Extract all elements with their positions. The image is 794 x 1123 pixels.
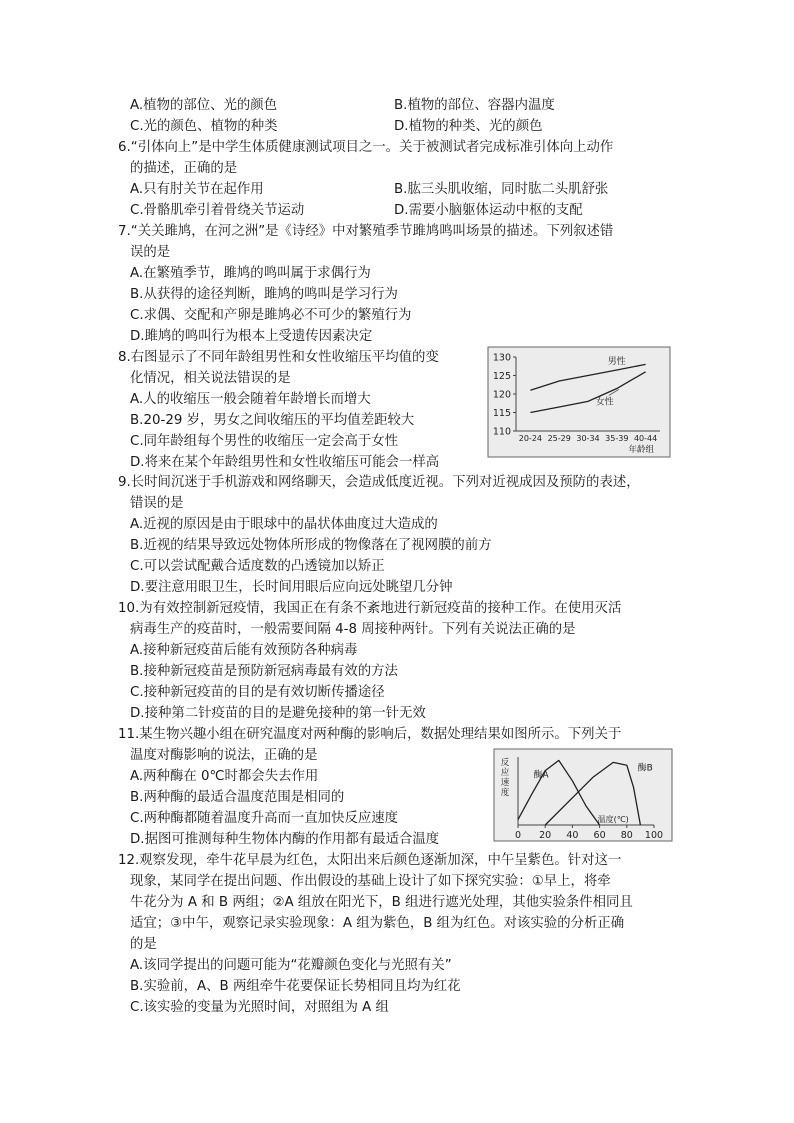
q6-stem-line-2: 的描述，正确的是: [130, 161, 238, 176]
q6-option-d: D.需要小脑躯体运动中枢的支配: [394, 203, 583, 218]
q10-option-c: C.接种新冠疫苗的目的是有效切断传播途径: [130, 685, 385, 700]
x-tick-label: 80: [620, 830, 633, 841]
x-tick-label: 100: [644, 830, 664, 841]
x-tick-label: 20-24: [518, 434, 543, 443]
q7-option-a: A.在繁殖季节，雎鸠的鸣叫属于求偶行为: [130, 266, 371, 281]
q9-option-a: A.近视的原因是由于眼球中的晶状体曲度过大造成的: [130, 517, 438, 532]
q11-option-c: C.两种酶都随着温度升高而一直加快反应速度: [130, 811, 399, 826]
q5-option-c: C.光的颜色、植物的种类: [130, 119, 278, 134]
q6-stem-line-1: 6.“引体向上”是中学生体质健康测试项目之一。关于被测试者完成标准引体向上动作: [118, 140, 614, 155]
x-tick-label: 60: [593, 830, 606, 841]
q7-option-b: B.从获得的途径判断，雎鸠的鸣叫是学习行为: [130, 287, 398, 302]
q6-option-a: A.只有肘关节在起作用: [130, 182, 264, 197]
q6-option-c: C.骨骼肌牵引着骨绕关节运动: [130, 203, 305, 218]
y-tick-label: 110: [492, 426, 511, 438]
q10-option-d: D.接种第二针疫苗的目的是避免接种的第一针无效: [130, 706, 426, 721]
q8-option-a: A.人的收缩压一般会随着年龄增长而增大: [130, 392, 371, 407]
q11-option-a: A.两种酶在 0℃时都会失去作用: [130, 769, 319, 784]
q7-stem-line-1: 7.“关关雎鸠，在河之洲”是《诗经》中对繁殖季节雎鸠鸣叫场景的描述。下列叙述错: [118, 224, 614, 239]
x-tick-label: 30-34: [576, 434, 600, 443]
q5-option-d: D.植物的种类、光的颜色: [394, 119, 543, 134]
q7-option-d: D.雎鸠的鸣叫行为根本上受遗传因素决定: [130, 329, 373, 344]
q5-option-b: B.植物的部位、容器内温度: [394, 98, 555, 113]
q5-option-a: A.植物的部位、光的颜色: [130, 98, 278, 113]
x-tick-label: 35-39: [605, 434, 629, 443]
x-tick-label: 25-29: [547, 434, 571, 443]
x-axis-label: 年龄组: [628, 445, 654, 455]
q10-option-b: B.接种新冠疫苗是预防新冠病毒最有效的方法: [130, 664, 398, 679]
y-axis-label-char: 应: [500, 768, 510, 778]
y-tick-label: 120: [492, 389, 511, 401]
q9-option-d: D.要注意用眼卫生，长时间用眼后应向远处眺望几分钟: [130, 580, 453, 595]
y-tick-label: 125: [492, 371, 511, 382]
q9-option-b: B.近视的结果导致远处物体所形成的物像落在了视网膜的前方: [130, 538, 492, 553]
q10-stem-line-2: 病毒生产的疫苗时，一般需要间隔 4-8 周接种两针。下列有关说法正确的是: [130, 622, 576, 637]
legend-enzyme-a: 酶A: [533, 770, 549, 781]
q8-stem-line-1: 8.右图显示了不同年龄组男性和女性收缩压平均值的变: [118, 350, 439, 365]
q12-stem-line-2: 现象，某同学在提出问题、作出假设的基础上设计了如下探究实验：①早上，将牵: [130, 874, 611, 889]
q8-option-d: D.将来在某个年龄组男性和女性收缩压可能会一样高: [130, 455, 440, 470]
q12-stem-line-5: 的是: [130, 937, 157, 952]
x-tick-label: 0: [514, 830, 522, 841]
y-tick-label: 130: [492, 352, 511, 364]
q12-stem-line-4: 适宜；③中午，观察记录实验现象：A 组为紫色，B 组为红色。对该实验的分析正确: [130, 916, 625, 931]
x-tick-label: 20: [539, 830, 552, 841]
q9-stem-line-1: 9.长时间沉迷于手机游戏和网络聊天，会造成低度近视。下列对近视成因及预防的表述，: [118, 475, 640, 490]
q12-stem-line-3: 牛花分为 A 和 B 两组；②A 组放在阳光下，B 组进行遮光处理，其他实验条件相同且: [130, 895, 633, 910]
x-tick-label: 40-44: [633, 434, 658, 443]
q6-option-b: B.肱三头肌收缩，同时肱二头肌舒张: [394, 182, 609, 197]
q9-stem-line-2: 错误的是: [130, 496, 184, 511]
q12-option-c: C.该实验的变量为光照时间，对照组为 A 组: [130, 1000, 389, 1015]
x-tick-label: 40: [566, 830, 579, 841]
legend-female: 女性: [595, 397, 614, 408]
q12-option-b: B.实验前，A、B 两组牵牛花要保证长势相同且均为红花: [130, 979, 461, 994]
q7-stem-line-2: 误的是: [130, 245, 171, 260]
q10-option-a: A.接种新冠疫苗后能有效预防各种病毒: [130, 643, 358, 658]
q10-stem-line-1: 10.为有效控制新冠疫情，我国正在有条不紊地进行新冠疫苗的接种工作。在使用灭活: [118, 601, 622, 616]
q9-option-c: C.可以尝试配戴合适度数的凸透镜加以矫正: [130, 559, 385, 574]
y-tick-label: 115: [492, 408, 511, 419]
y-axis-label-char: 反: [500, 758, 510, 768]
x-axis-label: 温度(℃): [597, 815, 629, 824]
q11-stem-line-1: 11.某生物兴趣小组在研究温度对两种酶的影响后，数据处理结果如图所示。下列关于: [118, 727, 622, 742]
legend-male: 男性: [607, 356, 626, 367]
enzyme-temperature-chart: [494, 749, 672, 841]
q8-option-b: B.20-29 岁，男女之间收缩压的平均值差距较大: [130, 413, 415, 428]
y-axis-label-char: 度: [500, 788, 510, 798]
q7-option-c: C.求偶、交配和产卵是雎鸠必不可少的繁殖行为: [130, 308, 412, 323]
q12-stem-line-1: 12.观察发现，牵牛花早晨为红色，太阳出来后颜色逐渐加深，中午呈紫色。针对这一: [118, 853, 622, 868]
q12-option-a: A.该同学提出的问题可能为“花瓣颜色变化与光照有关”: [130, 958, 452, 973]
q8-stem-line-2: 化情况，相关说法错误的是: [130, 371, 291, 386]
q11-option-d: D.据图可推测每种生物体内酶的作用都有最适合温度: [130, 832, 440, 847]
blood-pressure-chart: [488, 347, 670, 457]
q11-option-b: B.两种酶的最适合温度范围是相同的: [130, 790, 345, 805]
legend-enzyme-b: 酶B: [637, 763, 653, 774]
q8-option-c: C.同年龄组每个男性的收缩压一定会高于女性: [130, 434, 399, 449]
q11-stem-line-2: 温度对酶影响的说法，正确的是: [130, 748, 318, 763]
y-axis-label-char: 速: [500, 778, 510, 788]
